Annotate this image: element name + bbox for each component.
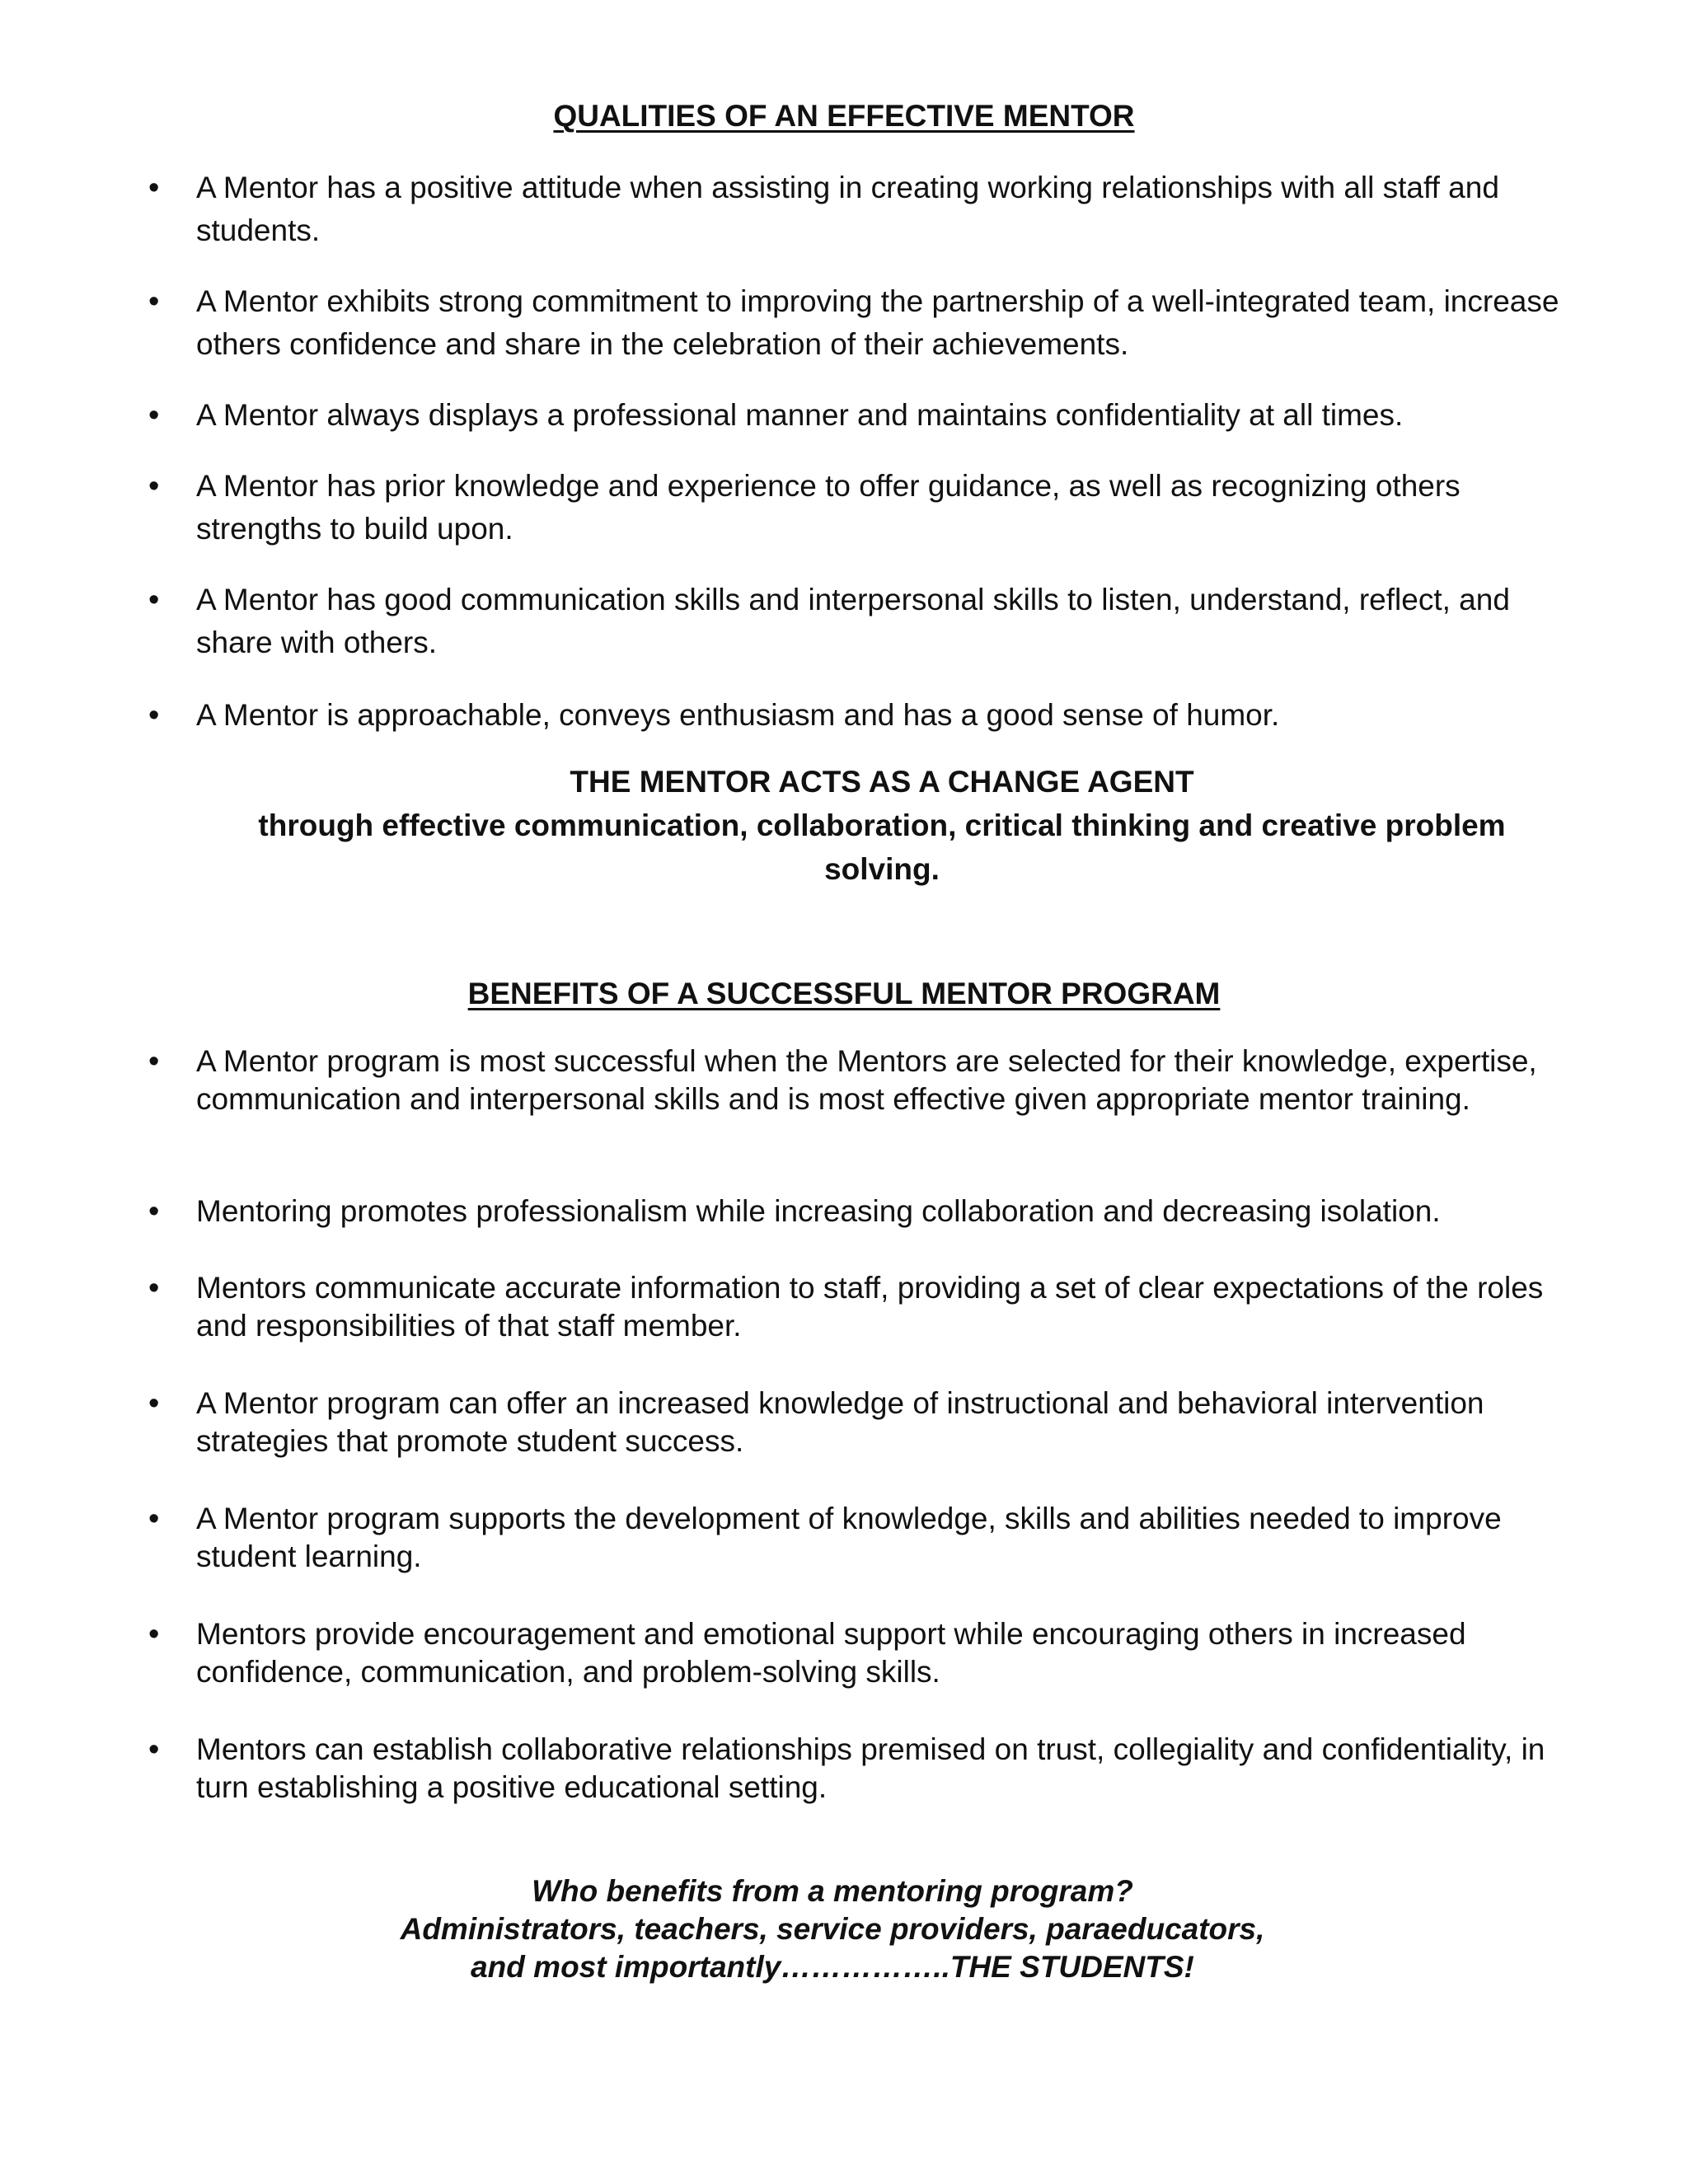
list-item-text: A Mentor program is most successful when the Mentors are selected for their knowledge, expertise, communication and interpersonal skills and is most effective given appropriate mentor training. [196,1044,1537,1116]
bullet-icon: • [148,469,160,504]
bullet-icon: • [148,698,160,733]
list-item-text: A Mentor has a positive attitude when assisting in creating working relationships with all staff and students. [196,171,1499,247]
change-agent-statement [198,760,1566,891]
bullet-icon: • [148,1732,160,1767]
list-item-text: A Mentor has good communication skills and interpersonal skills to listen, understand, reflect, and share with others. [196,583,1510,659]
bullet-icon: • [148,171,160,205]
closing-answer-line: and most importantly……………..THE STUDENTS! [471,1950,1194,1984]
bullet-icon: • [148,583,160,617]
bullet-icon: • [148,398,160,433]
bullet-icon: • [148,1617,160,1652]
list-item-text: A Mentor exhibits strong commitment to improving the partnership of a well-integrated team, increase others confidence and share in the celebration of their achievements. [196,284,1559,361]
list-item-text: Mentors communicate accurate information to staff, providing a set of clear expectations of the roles and responsibilities of that staff member. [196,1271,1544,1343]
list-item-text: Mentoring promotes professionalism while increasing collaboration and decreasing isolation. [196,1194,1441,1228]
change-agent-subtitle: through effective communication, collaboration, critical thinking and creative problem solving. [258,808,1506,886]
closing-question: Who benefits from a mentoring program? [532,1874,1133,1908]
qualities-heading: QUALITIES OF AN EFFECTIVE MENTOR [553,99,1135,133]
list-item-text: Mentors provide encouragement and emotional support while encouraging others in increased confidence, communication, and problem-solving skills. [196,1617,1466,1689]
change-agent-title: THE MENTOR ACTS AS A CHANGE AGENT [570,765,1194,799]
closing-statement [247,1872,1418,1986]
list-item-text: A Mentor is approachable, conveys enthusiasm and has a good sense of humor. [196,698,1280,732]
list-item-text: A Mentor program can offer an increased knowledge of instructional and behavioral intervention strategies that promote student success. [196,1386,1484,1458]
list-item-text: Mentors can establish collaborative relationships premised on trust, collegiality and confidentiality, in turn establishing a positive educational setting. [196,1732,1545,1804]
bullet-icon: • [148,1386,160,1421]
bullet-icon: • [148,284,160,319]
bullet-icon: • [148,1194,160,1229]
list-item-text: A Mentor always displays a professional manner and maintains confidentiality at all times. [196,398,1404,432]
bullet-icon: • [148,1502,160,1536]
closing-answer-line: Administrators, teachers, service providers, paraeducators, [400,1912,1265,1946]
bullet-icon: • [148,1271,160,1305]
list-item-text: A Mentor has prior knowledge and experience to offer guidance, as well as recognizing others strengths to build upon. [196,469,1461,546]
benefits-heading: BENEFITS OF A SUCCESSFUL MENTOR PROGRAM [467,977,1221,1010]
list-item-text: A Mentor program supports the development of knowledge, skills and abilities needed to improve student learning. [196,1502,1502,1573]
bullet-icon: • [148,1044,160,1079]
